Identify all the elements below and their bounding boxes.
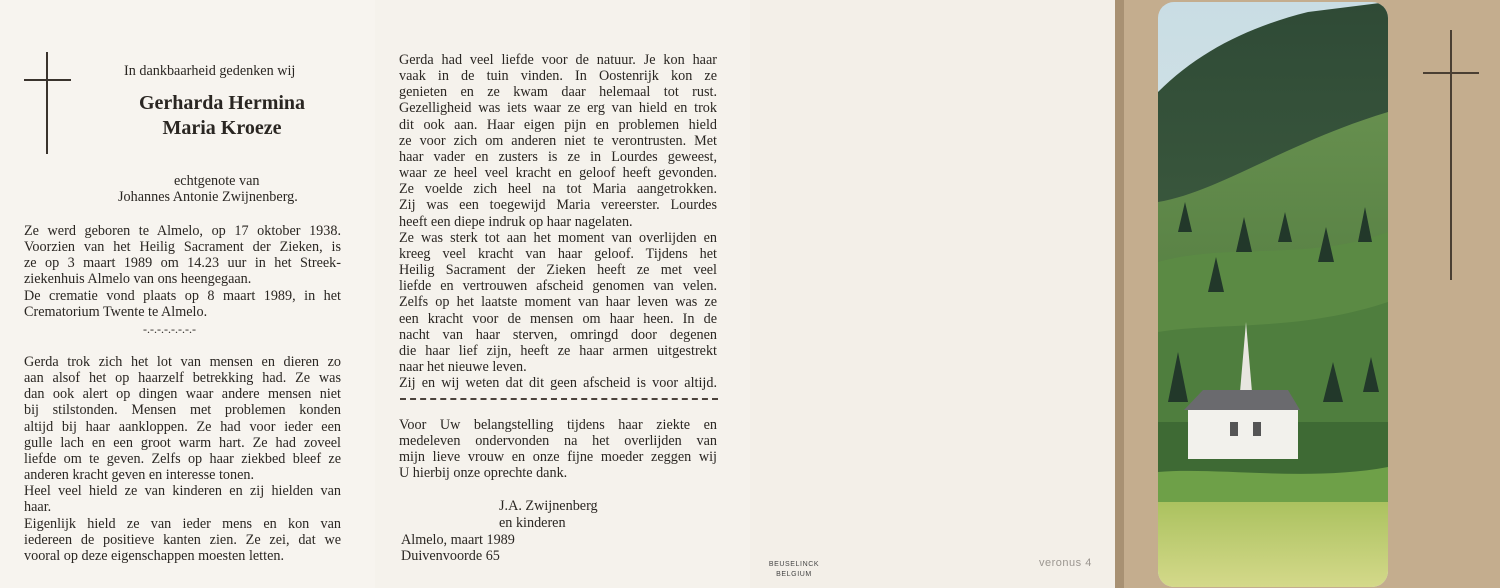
printer-mark [760,560,828,580]
signature-name: J.A. Zwijnenberg [499,498,598,514]
signature-family: en kinderen [499,515,566,531]
church-landscape-photo [1158,2,1388,587]
birth-paragraph [24,223,341,320]
text-line: iedereen de positieve kanten zien. Ze zei, dat we [24,531,341,548]
printer-country: BELGIUM [776,571,812,578]
text-line: Ze was sterk tot aan het moment van overlijden en [399,229,717,246]
text-line: waar ze heel veel kracht en geloof heeft gevonden. [399,165,717,182]
text-line: Zij en wij weten dat dit geen afscheid is voor altijd. [399,375,717,392]
intro-text: In dankbaarheid gedenken wij [124,63,296,79]
nature-paragraph [399,52,717,391]
text-line: Ze voelde zich heel na tot Maria aangetrokken. [399,181,717,198]
text-line: haar vader en zusters is ze in Lourdes geweest, [399,148,717,165]
text-line: Ze werd geboren te Almelo, op 17 oktober 1938. [24,223,341,239]
spouse-label: echtgenote van [174,173,260,189]
text-line: Heel veel hield ze van kinderen en zij hielden van [24,483,341,500]
spouse-name: Johannes Antonie Zwijnenberg. [118,189,298,205]
text-line: ze op 3 maart 1989 om 14.23 uur in het Streek- [24,255,341,272]
place-date: Almelo, maart 1989 [401,532,515,548]
text-line: Gerda trok zich het lot van mensen en dieren zo [24,354,341,370]
cross-icon [46,52,48,154]
card-code: veronus 4 [1039,557,1092,569]
text-line: Gezelligheid was iets waar ze erg van hield en trok [399,100,717,117]
text-line: Crematorium Twente te Almelo. [24,303,208,320]
back-page [750,0,1115,588]
text-line: een kracht voor de mensen om haar heen. In de [399,310,717,327]
text-line: U hierbij onze oprechte dank. [399,465,568,482]
cover-left-strip [1115,0,1124,588]
deceased-name-line2: Maria Kroeze [162,117,282,139]
text-line: liefde om te geven. Zelfs op haar ziekbed bleef ze [24,450,341,467]
section-divider: -.-.-.-.-.-.-.- [143,322,196,336]
text-line: altijd bij haar aankloppen. Ze had voor ieder een [24,418,341,435]
text-line: heeft een diepe indruk op haar nagelaten. [399,213,633,230]
middle-page [375,0,750,588]
text-line: liefde en vertrouwen afscheid genomen van velen. [399,278,717,295]
text-line: ziekenhuis Almelo van ons heengegaan. [24,271,252,288]
tribute-paragraph [24,354,341,564]
text-line: mijn lieve vrouw en onze fijne moeder zeggen wij [399,449,717,466]
dashed-divider [400,398,718,400]
deceased-name-line1: Gerharda Hermina [138,92,306,114]
text-line: Zij was een toegewijd Maria vereerster. Lourdes [399,197,717,214]
text-line: aan alsof het op haarzelf betrekking had. Ze was [24,370,341,387]
text-line: haar. [24,499,52,516]
text-line: Voor Uw belangstelling tijdens haar ziekte en [399,417,717,433]
text-line: Zelfs op het laatste moment van haar leven was ze [399,294,717,311]
text-line: gulle lach en een groot warm hart. Ze had zoveel [24,434,341,451]
left-page [0,0,375,588]
text-line: die haar lief zijn, heeft ze haar armen uitgestrekt [399,342,717,359]
text-line: medeleven ondervonden na het overlijden van [399,433,717,450]
text-line: vaak in de tuin vinden. In Oostenrijk kon ze [399,68,717,85]
cover-cross-bar [1423,72,1479,74]
text-line: naar het nieuwe leven. [399,358,527,375]
text-line: De crematie vond plaats op 8 maart 1989, in het [24,287,341,304]
printer-name: BEUSELINCK [768,561,820,568]
text-line: Eigenlijk hield ze van ieder mens en kon van [24,515,341,532]
cover-cross-icon [1450,30,1452,280]
text-line: Voorzien van het Heilig Sacrament der Zieken, is [24,239,341,256]
landscape-image [1158,2,1388,587]
cross-bar [24,79,71,81]
text-line: ze voor zich om anderen niet te verontrusten. Met [399,132,717,149]
text-line: Heilig Sacrament der Zieken heeft ze met veel [399,262,717,279]
text-line: vooral op deze eigenschappen moesten letten. [24,547,285,564]
text-line: dit ook aan. Haar eigen pijn en problemen hield [399,116,717,133]
text-line: bij stilstonden. Mensen met problemen konden [24,402,341,419]
text-line: anderen kracht geven en interesse tonen. [24,467,255,484]
text-line: Gerda had veel liefde voor de natuur. Je kon haar [399,52,717,68]
address: Duivenvoorde 65 [401,548,500,564]
text-line: kreeg veel kracht van haar geloof. Tijdens het [399,245,717,262]
thanks-paragraph [399,417,717,482]
text-line: genieten en ze kwam daar helemaal tot rust. [399,84,717,101]
text-line: dan ook alert op dingen waar andere mensen niet [24,386,341,403]
text-line: nacht van haar sterven, omringd door degenen [399,326,717,343]
